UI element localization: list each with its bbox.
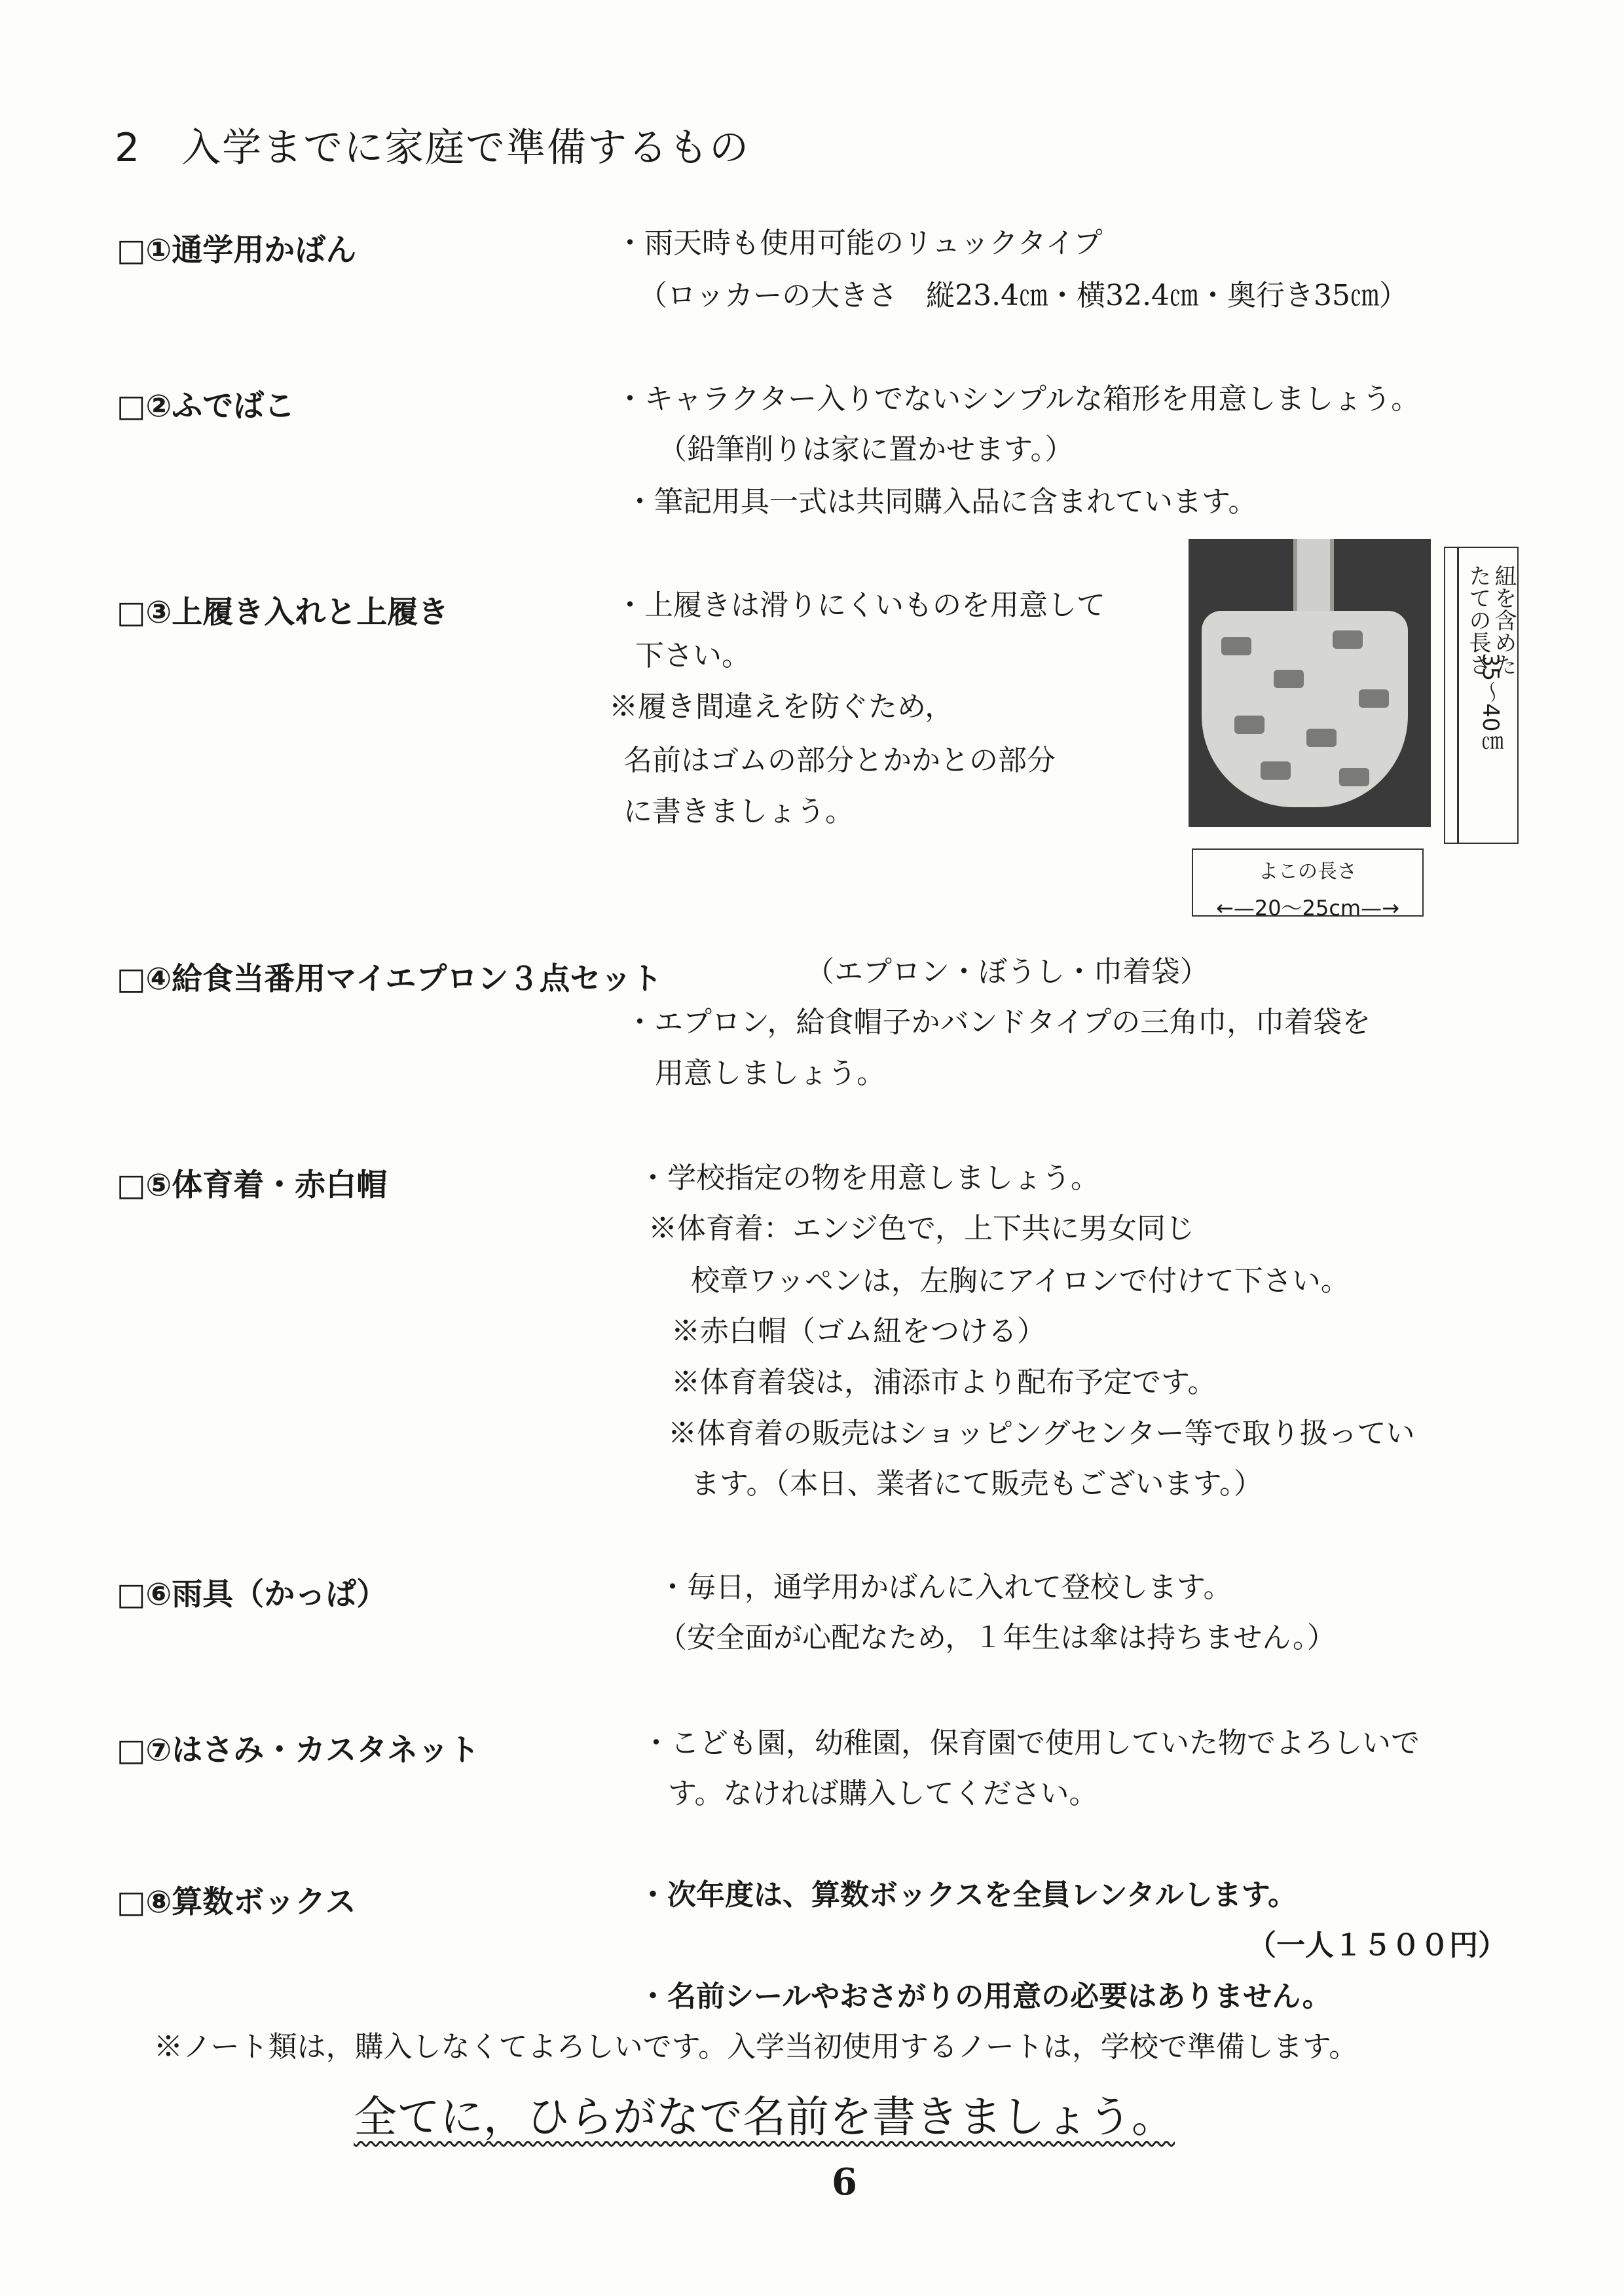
item-label-math-box: □⑧算数ボックス — [117, 1884, 356, 1920]
item-text: ・こども園，幼稚園，保育園で使用していた物でよろしいで — [642, 1726, 1420, 1760]
item-note: （エプロン・ぼうし・巾着袋） — [805, 955, 1209, 989]
page-title: 2 入学までに家庭で準備するもの — [115, 125, 750, 171]
page-number: 6 — [832, 2160, 857, 2204]
item-text: ※履き間違えを防ぐため， — [609, 690, 954, 723]
item-text: 名前はゴムの部分とかかとの部分 — [623, 744, 1056, 777]
item-label-pencilcase: □②ふでばこ — [117, 388, 295, 424]
item-text: ・雨天時も使用可能のリュックタイプ — [616, 227, 1103, 260]
vertical-label: 紐を含めた — [1490, 564, 1517, 676]
item-text: ・次年度は、算数ボックスを全員レンタルします。 — [638, 1878, 1297, 1912]
item-text: ・エプロン，給食帽子かバンドタイプの三角巾，巾着袋を — [625, 1006, 1371, 1039]
item-text: ・キャラクター入りでないシンプルな箱形を用意しましょう。 — [616, 382, 1420, 416]
item-price: （一人１５００円） — [1247, 1929, 1507, 1962]
vertical-size: 35〜40㎝ — [1477, 653, 1504, 754]
item-label-raingear: □⑥雨具（かっぱ） — [117, 1576, 388, 1613]
item-text: 用意しましょう。 — [655, 1057, 885, 1090]
item-text: （安全面が心配なため，１年生は傘は持ちません。） — [658, 1621, 1336, 1654]
item-text: ます。（本日、業者にて販売もございます。） — [691, 1467, 1263, 1501]
item-text: ※体育着：エンジ色で，上下共に男女同じ — [648, 1212, 1195, 1245]
item-text: ・毎日，通学用かばんに入れて登校します。 — [658, 1571, 1232, 1604]
notebook-note: ※ノート類は，購入しなくてよろしいです。入学当初使用するノートは，学校で準備します。 — [154, 2030, 1358, 2064]
item-text: （ロッカーの大きさ 縦23.4㎝・横32.4㎝・奥行き35㎝） — [638, 279, 1409, 312]
slogan: 全てに，ひらがなで名前を書きましょう。 — [354, 2092, 1175, 2142]
item-text: ※体育着の販売はショッピングセンター等で取り扱ってい — [668, 1417, 1415, 1450]
item-label-scissors: □⑦はさみ・カスタネット — [117, 1732, 480, 1768]
item-text: ※赤白帽（ゴム紐をつける） — [671, 1315, 1046, 1348]
item-text: ・上履きは滑りにくいものを用意して — [616, 589, 1105, 622]
item-label-indoorshoes: □③上履き入れと上履き — [117, 594, 449, 630]
item-text: ・学校指定の物を用意しましょう。 — [638, 1161, 1099, 1195]
item-label-apron: □④給食当番用マイエプロン３点セット — [117, 961, 663, 997]
shoe-bag-photo — [1189, 539, 1431, 827]
horizontal-label: よこの長さ — [1259, 860, 1357, 883]
item-text: ※体育着袋は，浦添市より配布予定です。 — [671, 1366, 1217, 1399]
item-text: ・名前シールやおさがりの用意の必要はありません。 — [638, 1980, 1331, 2013]
item-text: 下さい。 — [635, 639, 750, 672]
item-text: ・筆記用具一式は共同購入品に含まれています。 — [625, 485, 1257, 519]
item-text: に書きましょう。 — [623, 795, 854, 828]
item-text: す。なければ購入してください。 — [668, 1777, 1098, 1810]
vertical-size-box — [1444, 547, 1519, 844]
horizontal-size-box — [1192, 848, 1424, 920]
item-text: 校章ワッペンは，左胸にアイロンで付けて下さい。 — [691, 1264, 1350, 1298]
item-text: （鉛筆削りは家に置かせます。） — [658, 433, 1074, 466]
item-label-pe-clothes: □⑤体育着・赤白帽 — [117, 1167, 388, 1203]
horizontal-size: ←—20〜25cm—→ — [1216, 896, 1399, 920]
item-label-bag: □①通学用かばん — [117, 232, 357, 268]
vertical-label: たての長さ — [1465, 564, 1491, 676]
